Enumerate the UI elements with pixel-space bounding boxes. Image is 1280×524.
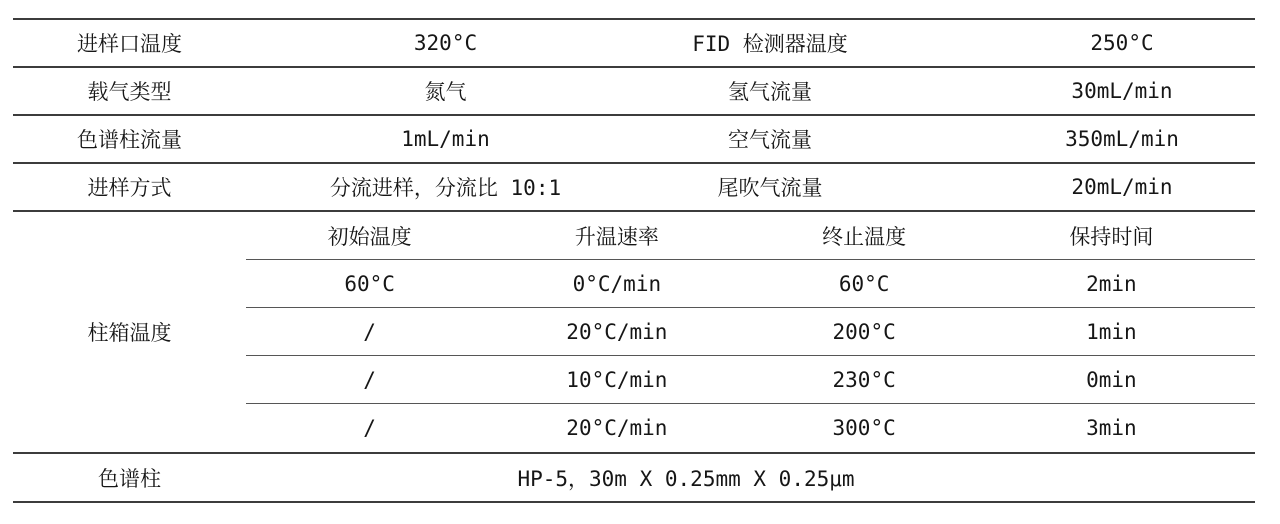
param-label: 色谱柱 bbox=[98, 466, 161, 491]
column-spec-value: HP-5，30m X 0.25mm X 0.25μm bbox=[517, 466, 855, 491]
param-value: 30mL/min bbox=[1071, 79, 1173, 103]
cell-ramp-rate: 20°C/min bbox=[566, 319, 668, 344]
cell-hold-time: 0min bbox=[1086, 367, 1137, 392]
oven-program-row bbox=[246, 404, 1255, 452]
cell-initial-temp: / bbox=[363, 367, 376, 392]
param-label: 进样方式 bbox=[87, 176, 172, 200]
param-label: 载气类型 bbox=[87, 80, 172, 104]
gc-method-parameters-table bbox=[13, 18, 1255, 503]
oven-program-subtable bbox=[246, 212, 1255, 452]
oven-program-row bbox=[246, 260, 1255, 308]
cell-ramp-rate: 0°C/min bbox=[572, 271, 662, 296]
cell-hold-time: 2min bbox=[1086, 271, 1137, 296]
table-row-column-flow bbox=[13, 116, 1255, 164]
oven-temperature-label: 柱箱温度 bbox=[87, 321, 172, 345]
cell-initial-temp: / bbox=[363, 416, 376, 440]
param-value: 分流进样，分流比 10:1 bbox=[329, 176, 562, 200]
param-value: 350mL/min bbox=[1065, 127, 1179, 151]
param-value: 250°C bbox=[1090, 31, 1154, 55]
oven-program-row bbox=[246, 308, 1255, 356]
cell-final-temp: 200°C bbox=[832, 319, 896, 344]
table-row-carrier-gas bbox=[13, 68, 1255, 116]
table-row-column-spec bbox=[13, 454, 1255, 501]
cell-final-temp: 300°C bbox=[832, 416, 896, 440]
cell-ramp-rate: 10°C/min bbox=[566, 367, 668, 392]
oven-program-row bbox=[246, 356, 1255, 404]
oven-temperature-section bbox=[13, 212, 1255, 454]
param-label: 尾吹气流量 bbox=[717, 176, 823, 200]
column-header: 终止温度 bbox=[822, 224, 907, 249]
column-header: 初始温度 bbox=[327, 224, 412, 249]
column-header: 保持时间 bbox=[1069, 224, 1154, 249]
param-value: 320°C bbox=[413, 31, 478, 55]
cell-final-temp: 60°C bbox=[838, 271, 890, 296]
oven-header-row bbox=[246, 212, 1255, 260]
table-row-injection-mode bbox=[13, 164, 1255, 212]
cell-hold-time: 3min bbox=[1086, 416, 1137, 440]
cell-final-temp: 230°C bbox=[832, 367, 896, 392]
param-label: 空气流量 bbox=[728, 128, 812, 152]
param-value: 氮气 bbox=[424, 80, 467, 104]
param-label: 氢气流量 bbox=[728, 80, 812, 104]
cell-initial-temp: / bbox=[363, 319, 376, 344]
column-header: 升温速率 bbox=[574, 224, 659, 249]
param-label: 色谱柱流量 bbox=[77, 128, 182, 152]
param-value: 20mL/min bbox=[1071, 175, 1173, 199]
table-row-inlet bbox=[13, 20, 1255, 68]
cell-hold-time: 1min bbox=[1086, 319, 1137, 344]
cell-ramp-rate: 20°C/min bbox=[566, 416, 668, 440]
cell-initial-temp: 60°C bbox=[344, 271, 395, 296]
param-label: 进样口温度 bbox=[77, 32, 182, 56]
param-label: FID 检测器温度 bbox=[692, 32, 848, 56]
param-value: 1mL/min bbox=[401, 127, 490, 151]
